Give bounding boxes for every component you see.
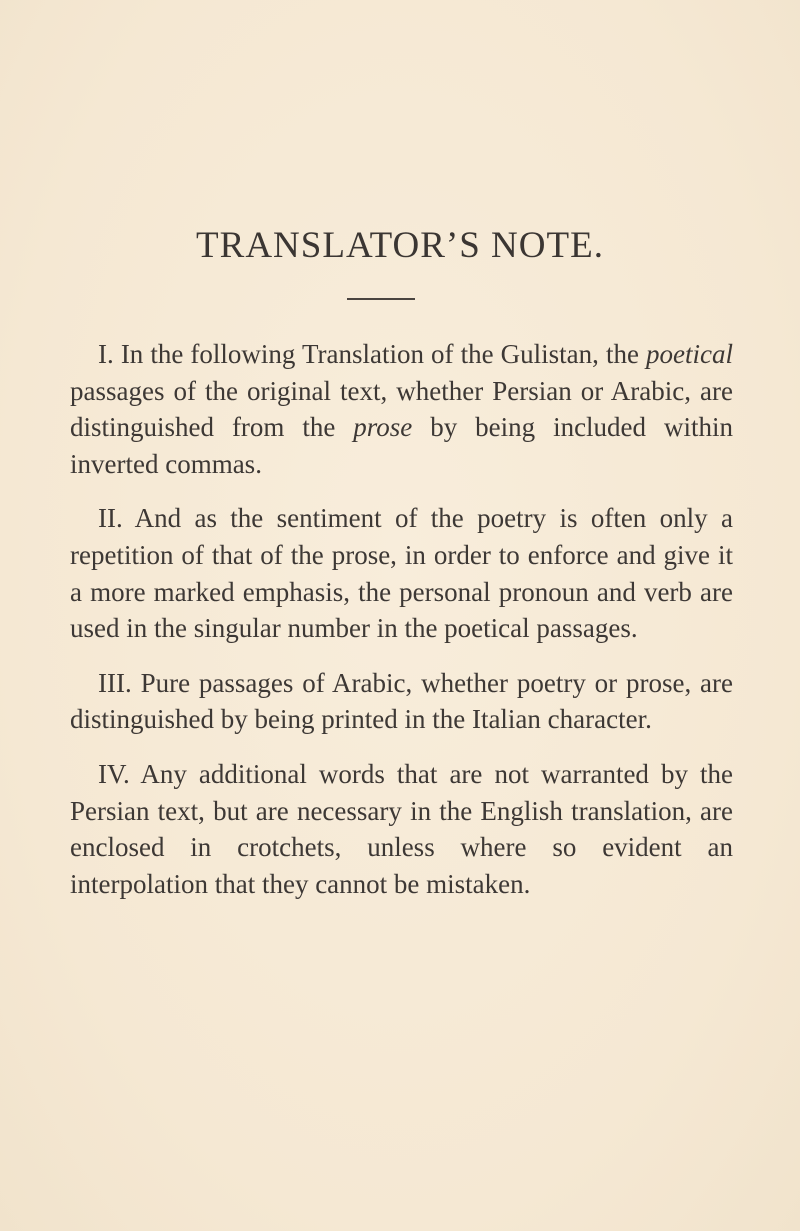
title-divider	[347, 298, 415, 300]
note-paragraph-1	[70, 336, 733, 482]
emphasis-prose: prose	[353, 412, 413, 443]
paragraph-number: III.	[98, 667, 132, 698]
note-paragraph-4	[70, 756, 733, 902]
paragraph-text: And as the sentiment of the poetry is often only a repetition of that of the prose, in order to enforce and give it a more marked emphasis, the personal pronoun and verb are used in the singular number in the poetical passages.	[70, 503, 733, 644]
paragraph-text: In the following Translation of the Gulistan, the	[120, 339, 647, 369]
paragraph-text: Pure passages of Arabic, whether poetry or prose, are distinguished by being printed in the Italian character.	[70, 667, 734, 735]
paragraph-number: IV.	[98, 758, 130, 789]
paragraph-text: by being included within inverted commas.	[70, 412, 733, 479]
paragraph-text: passages of the original text, whether Persian or Arabic, are distinguished from the	[70, 375, 733, 443]
page-title: TRANSLATOR’S NOTE.	[196, 225, 604, 266]
emphasis-poetical: poetical	[646, 339, 733, 369]
note-paragraph-2	[70, 500, 733, 646]
paragraph-number: II.	[98, 503, 123, 534]
paragraph-text: Any additional words that are not warranted by the Persian text, but are necessary in the English translation, are enclosed in crotchets, unless where so evident an interpolation that they cannot be mistaken.	[70, 758, 733, 899]
note-paragraph-3	[70, 665, 733, 738]
note-body	[70, 336, 733, 920]
paragraph-number: I.	[98, 339, 114, 369]
